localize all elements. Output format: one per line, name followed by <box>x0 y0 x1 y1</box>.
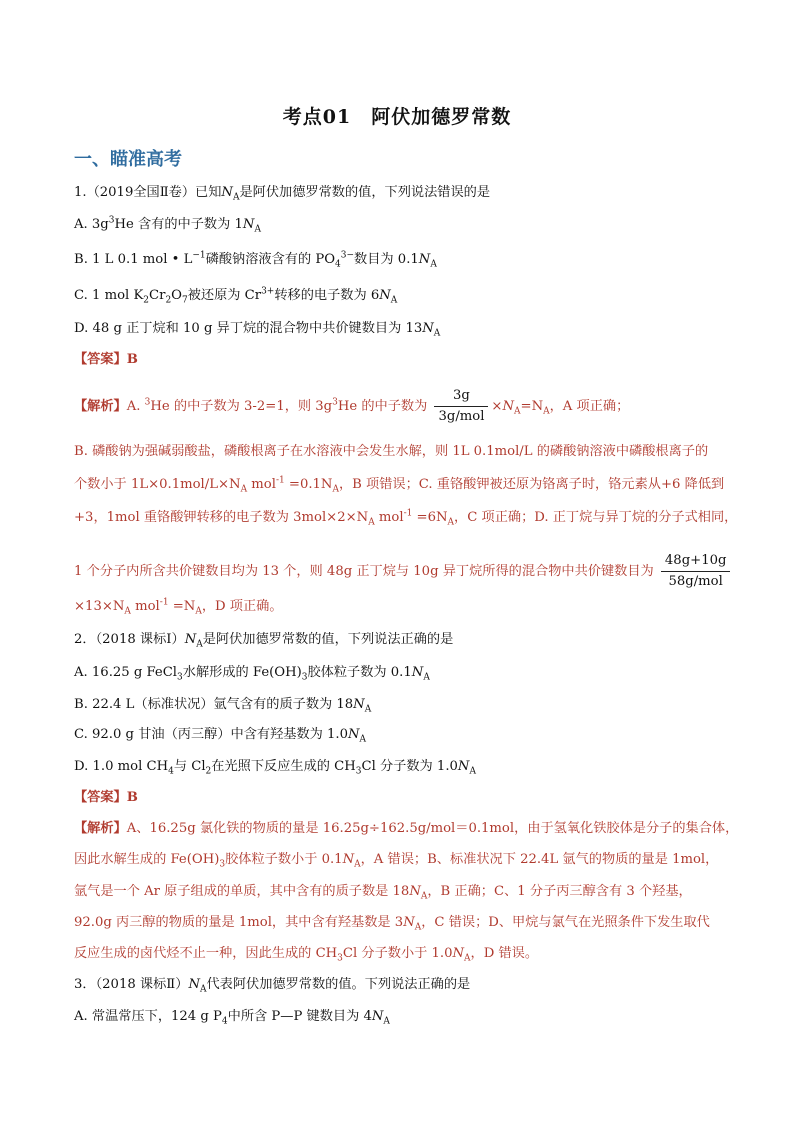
question-1-explanation-line-2: B. 磷酸钠为强碱弱酸盐，磷酸根离子在水溶液中会发生水解，则 1L 0.1mol/L 的磷酸钠溶液中磷酸根离子的 <box>74 444 709 459</box>
question-3-stem: 3．（2018 课标$Ⅱ)N_A$代表阿伏加德罗常数的值。下列说法正确的是 <box>74 977 471 995</box>
question-1-explanation-line-6: $\times 13\times N_A$ $mol^{-1} =N_A$，D 项正确。 <box>74 597 283 617</box>
fraction-molar: $\frac{3g}{\text{3g/mol}}$ <box>434 388 488 425</box>
question-1-explanation-line-4: +3，1mol 重铬酸钾转移的电子数为 $3mol\times 2\times N_A$ $mol^{-1} =6N_A$，C 项正确；D. 正丁烷与异丁烷的分子式相同， <box>74 508 738 528</box>
question-3-option-a: A. 常温常压下，124 g $P_4$中所含 P—P 键数目为 $4N_A$ <box>74 1009 390 1027</box>
question-2-explanation-line-1: 【解析】A、16.25g 氯化铁的物质的量是 16.25g÷162.5g/mol＝0.1mol，由于氢氧化铁胶体是分子的集合体， <box>74 821 739 836</box>
question-2-explanation-line-4: 92.0g 丙三醇的物质的量是 1mol，其中含有羟基数是 $3N_A$，C 错误；D、甲烷与氯气在光照条件下发生取代 <box>74 915 710 933</box>
question-2-explanation-line-2: 因此水解生成的 $Fe(OH)_3$胶体粒子数小于 $0.1N_A$，A 错误；B、标准状况下 22.4L 氩气的物质的量是 1mol， <box>74 852 719 870</box>
question-2-answer: 【答案】B <box>74 790 138 805</box>
question-1-explanation-line-1: 【解析】A. $^3$He 的中子数为 3-2=1，则 $3g^3He$ 的中子数为 $\frac{3g}{\text{3g/mol}}$ $\times N_A=N_A$，A 项正确； <box>74 388 630 424</box>
question-2-option-d: D. 1.0 mol $CH_4$与 $Cl_2$在光照下反应生成的 $CH_3Cl$ 分子数为 $1.0N_A$ <box>74 759 476 777</box>
question-1-explanation-line-3: 个数小于 $1L\times 0.1mol/L\times N_A$ $mol^{-1} =0.1N_A$，B 项错误；C. 重铬酸钾被还原为铬离子时，铬元素从+6 降低到 <box>74 475 725 495</box>
question-1-explanation-line-5: 1 个分子内所含共价键数目均为 13 个，则 48g 正丁烷与 10g 异丁烷所得的混合物中共价键数目为 $\frac{48g+10g}{\text{58g/mol}}$ <box>74 553 733 590</box>
question-2-option-a: A. 16.25 g FeCl$_3$水解形成的 $Fe(OH)_3$胶体粒子数为 $0.1N_A$ <box>74 665 430 683</box>
question-2-option-c: C. 92.0 g 甘油（丙三醇）中含有羟基数为 $1.0N_A$ <box>74 727 367 745</box>
question-2-option-b: B. 22.4 L（标准状况）氩气含有的质子数为 $18N_A$ <box>74 697 372 715</box>
page-title: 考点01 阿伏加德罗常数 <box>282 106 512 128</box>
question-1-answer: 【答案】B <box>74 352 138 367</box>
question-1-stem: 1.（2019全国Ⅱ卷）已知$N_A$是阿伏加德罗常数的值，下列说法错误的是 <box>74 185 491 203</box>
question-1-option-d: D. 48 g 正丁烷和 10 g 异丁烷的混合物中共价键数目为 $13N_A$ <box>74 321 441 339</box>
fraction-mixture: $\frac{48g+10g}{\text{58g/mol}}$ <box>661 553 731 590</box>
question-2-explanation-line-3: 氩气是一个 Ar 原子组成的单质，其中含有的质子数是 $18N_A$，B 正确；C、1 分子丙三醇含有 3 个羟基， <box>74 884 692 902</box>
question-1-option-a: A. $3g^3He$ 含有的中子数为 $1N_A$ <box>74 215 261 235</box>
question-2-stem: 2．（2018 课标$Ⅰ)N_A$是阿伏加德罗常数的值，下列说法正确的是 <box>74 632 454 650</box>
question-1-option-b: B. 1 L 0.1 mol • $L^{-1}$磷酸钠溶液含有的 $PO_4^{3-}$数目为 $0.1N_A$ <box>74 250 437 270</box>
section-heading: 一、瞄准高考 <box>74 149 182 170</box>
question-1-option-c: C. 1 mol $K_2Cr_2O_7$被还原为 $Cr^{3+}$转移的电子数为 $6N_A$ <box>74 286 398 306</box>
question-2-explanation-line-5: 反应生成的卤代烃不止一种，因此生成的 $CH_3Cl$ 分子数小于 $1.0N_A$，D 错误。 <box>74 946 539 964</box>
